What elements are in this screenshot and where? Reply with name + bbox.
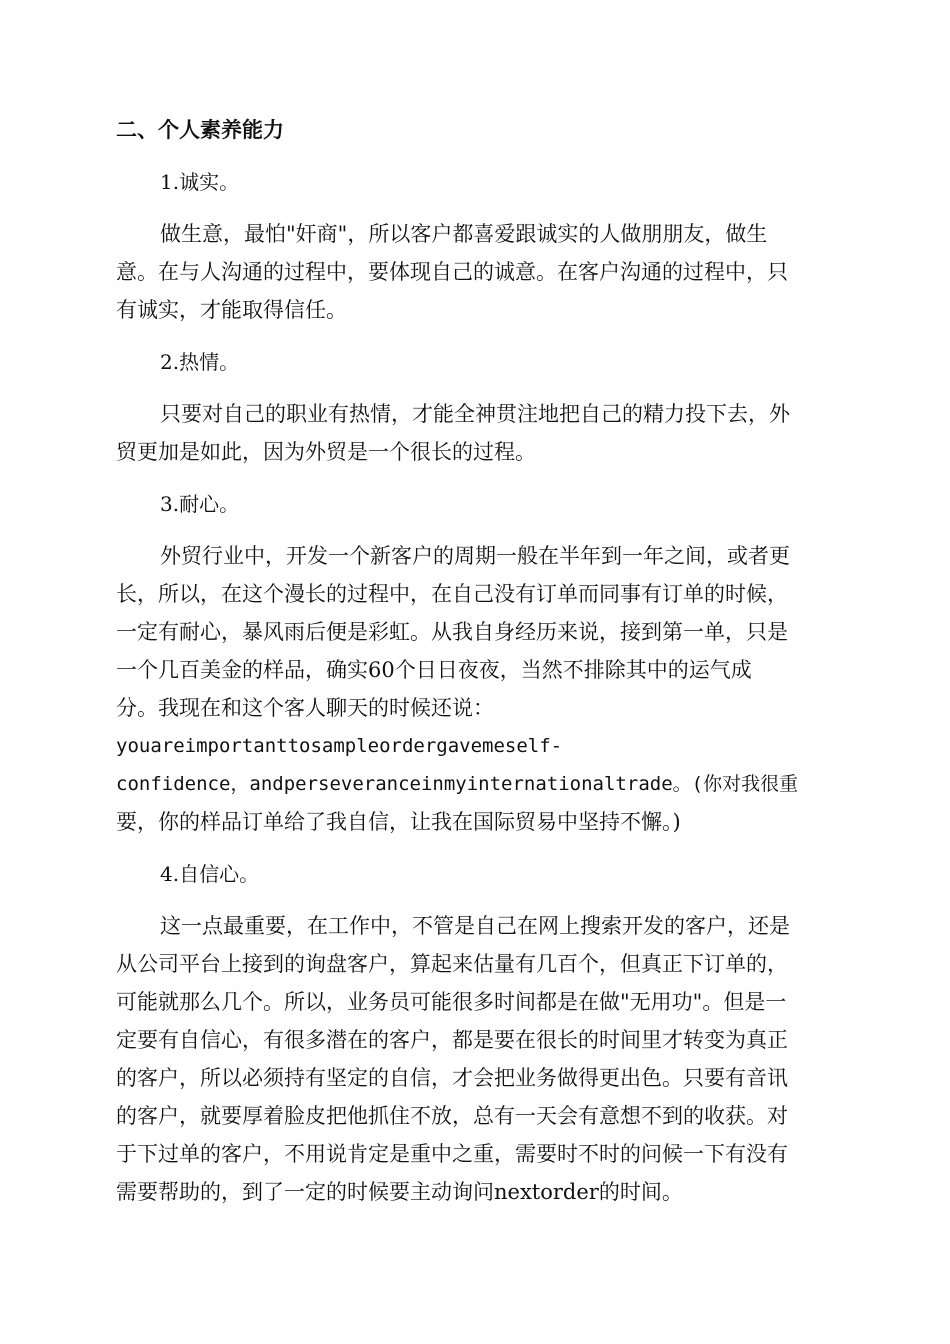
item-patience [116,486,834,841]
paragraph-line: 贸更加是如此，因为外贸是一个很长的过程。 [116,440,536,464]
item-paragraph [116,537,834,841]
item-heading: 3.耐心。 [160,492,240,516]
paragraph-line: 于下过单的客户，不用说肯定是重中之重，需要时不时的问候一下有没有 [116,1142,788,1166]
section-title: 二、个人素养能力 [116,118,284,142]
paragraph-line: 定要有自信心，有很多潜在的客户，都是要在很长的时间里才转变为真正 [116,1028,788,1052]
paragraph-line: 有诚实，才能取得信任。 [116,298,347,322]
item-paragraph [116,907,834,1211]
paragraph-line: 要，你的样品订单给了我自信，让我在国际贸易中坚持不懈。) [116,810,681,834]
paragraph-line: 从公司平台上接到的询盘客户，算起来估量有几百个，但真正下订单的， [116,952,788,976]
paragraph-line: 可能就那么几个。所以，业务员可能很多时间都是在做"无用功"。但是一 [116,990,787,1014]
item-heading: 2.热情。 [160,350,240,374]
document-page [116,112,834,1226]
paragraph-line: 分。我现在和这个客人聊天的时候还说： [116,696,494,720]
paragraph-line: confidence，andperseveranceinmyinternationaltrade。(你对我很重 [116,773,799,795]
paragraph-line: 做生意，最怕"奸商"，所以客户都喜爱跟诚实的人做朋朋友，做生 [160,222,768,246]
item-heading: 4.自信心。 [160,862,260,886]
item-honesty [116,164,834,329]
paragraph-line: 需要帮助的，到了一定的时候要主动询问nextorder的时间。 [116,1180,683,1204]
paragraph-line: 长，所以，在这个漫长的过程中，在自己没有订单而同事有订单的时候， [116,582,788,606]
paragraph-line: 意。在与人沟通的过程中，要体现自己的诚意。在客户沟通的过程中，只 [116,260,788,284]
paragraph-line: 的客户，就要厚着脸皮把他抓住不放，总有一天会有意想不到的收获。对 [116,1104,788,1128]
paragraph-line: 一定有耐心，暴风雨后便是彩虹。从我自身经历来说，接到第一单，只是 [116,620,788,644]
paragraph-line: 这一点最重要，在工作中，不管是自己在网上搜索开发的客户，还是 [160,914,790,938]
item-enthusiasm [116,344,834,471]
paragraph-line: 外贸行业中，开发一个新客户的周期一般在半年到一年之间，或者更 [160,544,790,568]
paragraph-line: 的客户，所以必须持有坚定的自信，才会把业务做得更出色。只要有音讯 [116,1066,788,1090]
paragraph-line: 只要对自己的职业有热情，才能全神贯注地把自己的精力投下去，外 [160,402,790,426]
item-confidence [116,856,834,1211]
item-paragraph [116,215,834,329]
item-paragraph [116,395,834,471]
paragraph-line: 一个几百美金的样品，确实60个日日夜夜，当然不排除其中的运气成 [116,658,752,682]
item-heading: 1.诚实。 [160,170,240,194]
paragraph-line: youareimportanttosampleordergavemeself- [116,735,563,757]
